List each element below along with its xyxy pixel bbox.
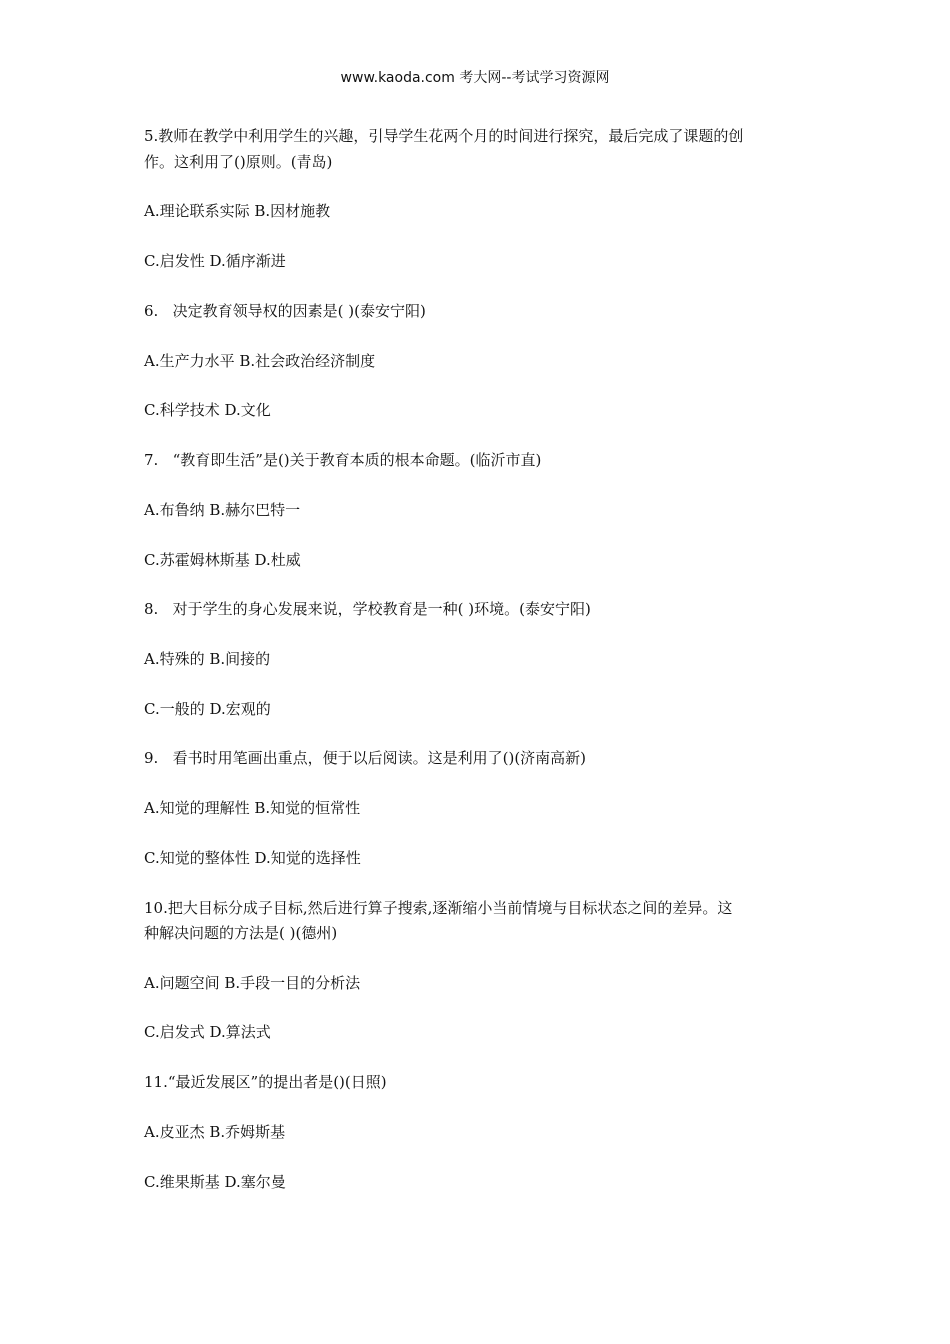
question-5-line-1: 5.教师在教学中利用学生的兴趣，引导学生花两个月的时间进行探究，最后完成了课题的创 bbox=[144, 127, 744, 145]
question-5-options-ab: A.理论联系实际 B.因材施教 bbox=[144, 202, 331, 220]
question-10-line-2: 种解决问题的方法是( )(德州) bbox=[144, 924, 338, 942]
question-8: 8. 对于学生的身心发展来说，学校教育是一种( )环境。(泰安宁阳) bbox=[144, 600, 591, 618]
question-8-options-cd: C.一般的 D.宏观的 bbox=[144, 700, 271, 718]
question-5-options-cd: C.启发性 D.循序渐进 bbox=[144, 252, 286, 270]
question-10-options-ab: A.问题空间 B.手段一目的分析法 bbox=[144, 974, 361, 992]
question-9-options-cd: C.知觉的整体性 D.知觉的选择性 bbox=[144, 849, 361, 867]
question-11-options-cd: C.维果斯基 D.塞尔曼 bbox=[144, 1173, 286, 1191]
question-5-line-2: 作。这利用了()原则。(青岛) bbox=[144, 153, 333, 171]
question-10-line-1: 10.把大目标分成子目标,然后进行算子搜索,逐渐缩小当前情境与目标状态之间的差异。这 bbox=[144, 899, 733, 917]
question-9: 9. 看书时用笔画出重点，便于以后阅读。这是利用了()(济南高新) bbox=[144, 749, 587, 767]
question-9-options-ab: A.知觉的理解性 B.知觉的恒常性 bbox=[144, 799, 361, 817]
page-header: www.kaoda.com 考大网--考试学习资源网 bbox=[340, 70, 610, 86]
question-7-options-ab: A.布鲁纳 B.赫尔巴特一 bbox=[144, 501, 301, 519]
question-6: 6. 决定教育领导权的因素是( )(泰安宁阳) bbox=[144, 302, 426, 320]
question-6-options-ab: A.生产力水平 B.社会政治经济制度 bbox=[144, 352, 376, 370]
question-6-options-cd: C.科学技术 D.文化 bbox=[144, 401, 271, 419]
question-11: 11.“最近发展区”的提出者是()(日照) bbox=[144, 1073, 387, 1091]
question-11-options-ab: A.皮亚杰 B.乔姆斯基 bbox=[144, 1123, 286, 1141]
question-7: 7. “教育即生活”是()关于教育本质的根本命题。(临沂市直) bbox=[144, 451, 542, 469]
question-10-options-cd: C.启发式 D.算法式 bbox=[144, 1023, 271, 1041]
question-8-options-ab: A.特殊的 B.间接的 bbox=[144, 650, 271, 668]
question-7-options-cd: C.苏霍姆林斯基 D.杜威 bbox=[144, 551, 301, 569]
